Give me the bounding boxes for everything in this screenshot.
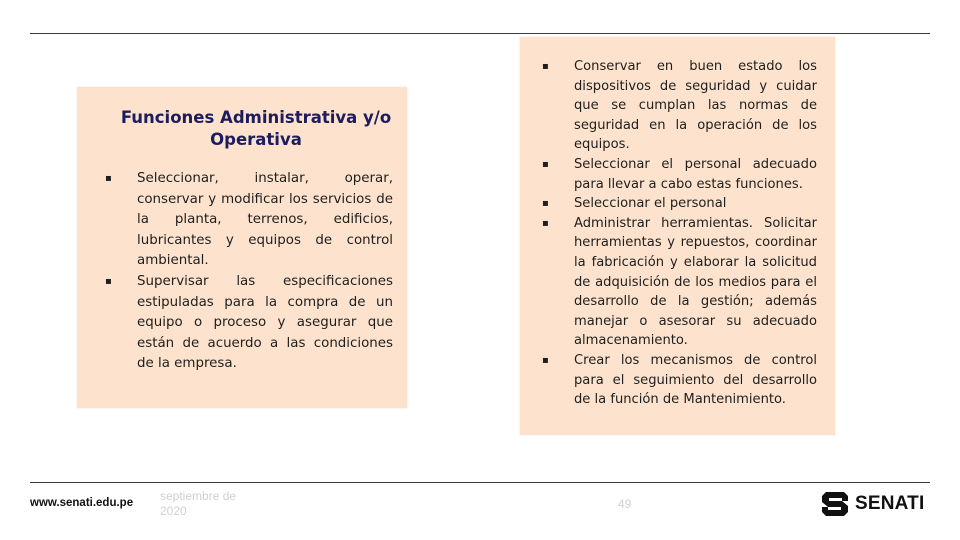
bullet-icon: ▪ bbox=[542, 354, 549, 366]
page-number: 49 bbox=[618, 497, 632, 511]
list-item bbox=[101, 169, 393, 272]
list-item bbox=[538, 155, 817, 194]
senati-logo bbox=[821, 490, 924, 518]
maintenance-functions-list bbox=[538, 57, 817, 410]
website-link[interactable]: www.senati.edu.pe bbox=[30, 497, 134, 509]
bullet-icon: ▪ bbox=[105, 275, 112, 287]
list-item-text: Crear los mecanismos de control para el seguimiento del desarrollo de la función de Mantenimiento. bbox=[574, 352, 817, 408]
list-item bbox=[101, 272, 393, 375]
admin-functions-list bbox=[101, 169, 393, 375]
list-item-text: Administrar herramientas. Solicitar herramientas y repuestos, coordinar la fabricación y elaborar la solicitud de adquisición de los medios para el desarrollo de la gestión; además manejar o asesorar su adecuado almacenamiento. bbox=[574, 215, 817, 349]
list-item-text: Seleccionar, instalar, operar, conservar y modificar los servicios de la planta, terrenos, edificios, lubricantes y equipos de control ambiental. bbox=[137, 171, 393, 269]
box-title: Funciones Administrativa y/o Operativa bbox=[120, 108, 392, 149]
list-item bbox=[538, 194, 817, 214]
list-item bbox=[538, 57, 817, 155]
list-item-text: Conservar en buen estado los dispositivos de seguridad y cuidar que se cumplan las normas de seguridad en la operación de los equipos. bbox=[574, 59, 817, 153]
list-item bbox=[538, 214, 817, 351]
footer-divider bbox=[30, 482, 930, 483]
maintenance-functions-box bbox=[520, 37, 835, 435]
admin-functions-box bbox=[77, 87, 407, 408]
senati-logo-icon bbox=[821, 491, 849, 517]
list-item-text: Seleccionar el personal adecuado para llevar a cabo estas funciones. bbox=[574, 156, 817, 192]
bullet-icon: ▪ bbox=[105, 173, 112, 184]
header-divider bbox=[30, 33, 930, 34]
bullet-icon: ▪ bbox=[542, 61, 549, 72]
list-item-text: Supervisar las especificaciones estipuladas para la compra de un equipo o proceso y asegurar que están de acuerdo a las condiciones de la empresa. bbox=[137, 273, 393, 372]
logo-text: SENATI bbox=[855, 493, 925, 514]
bullet-icon: ▪ bbox=[542, 198, 549, 210]
list-item bbox=[538, 351, 817, 410]
footer-date: septiembre de 2020 bbox=[160, 489, 237, 518]
bullet-icon: ▪ bbox=[542, 158, 549, 170]
list-item-text: Seleccionar el personal bbox=[574, 196, 727, 212]
bullet-icon: ▪ bbox=[542, 217, 549, 229]
